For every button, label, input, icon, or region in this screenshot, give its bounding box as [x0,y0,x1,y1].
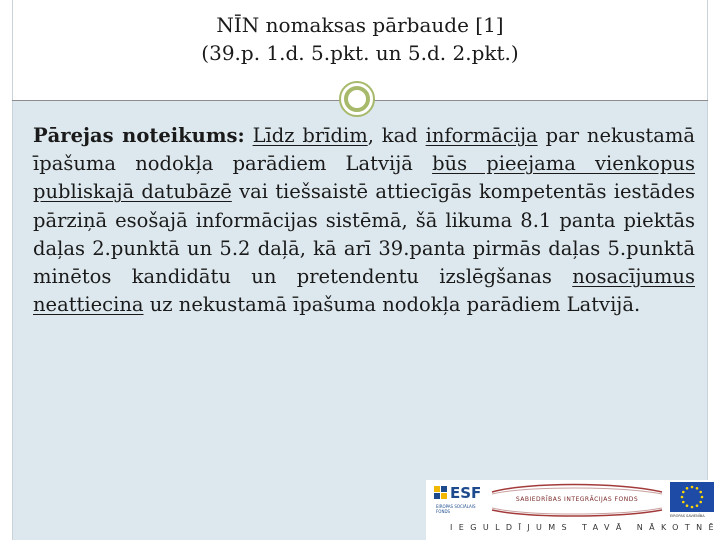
underlined-phrase: būs pieejama vienkopus publiskajā datubāzē [33,152,695,204]
lead-label: Pārejas noteikums: [33,124,245,147]
page-title-line-1: NĪN nomaksas pārbaude [1] [216,13,504,37]
esf-subtitle: EIROPAS SOCIĀLAIS FONDS [436,504,476,514]
underlined-phrase: informācija [425,124,538,147]
sif-logo [488,482,666,520]
footer-logos [426,480,720,540]
body-paragraph [33,122,695,319]
text-segment: , kad [367,124,426,147]
esf-logo [434,484,482,518]
sif-name: SABIEDRĪBAS INTEGRĀCIJAS FONDS [515,496,639,503]
content-panel [12,101,708,540]
text-segment: uz nekustamā īpašuma nodokļa parādiem Latvijā. [143,293,641,317]
underlined-phrase: nosacījumus neattiecina [33,265,695,317]
eu-flag [670,482,714,512]
decorative-ring-icon [339,81,375,117]
esf-logo-icon [434,486,448,500]
text-segment: vai tiešsaistē attiecīgās kompetentās iestādes pārziņā esošajā informācijas sistēmā, šā likuma 8.1 panta piektās daļas 2.punktā un 5.2 daļā, kā arī 39.panta pirmās daļas 5.punktā minētos kandidātu un pretendentu izslēgšanas [33,180,695,289]
eu-name: EIROPAS SAVIENĪBA [670,514,705,518]
text-segment [245,124,253,147]
esf-label: ESF [450,484,482,502]
underlined-phrase: Līdz brīdim [252,124,368,147]
eu-flag-icon [670,482,714,512]
text-segment: par nekustamā īpašuma nodokļa parādiem Latvijā [33,124,695,176]
footer-tagline: IEGULDĪJUMS TAVĀ NĀKOTNĒ [450,523,720,532]
page-title-line-2: (39.p. 1.d. 5.pkt. un 5.d. 2.pkt.) [201,41,519,65]
